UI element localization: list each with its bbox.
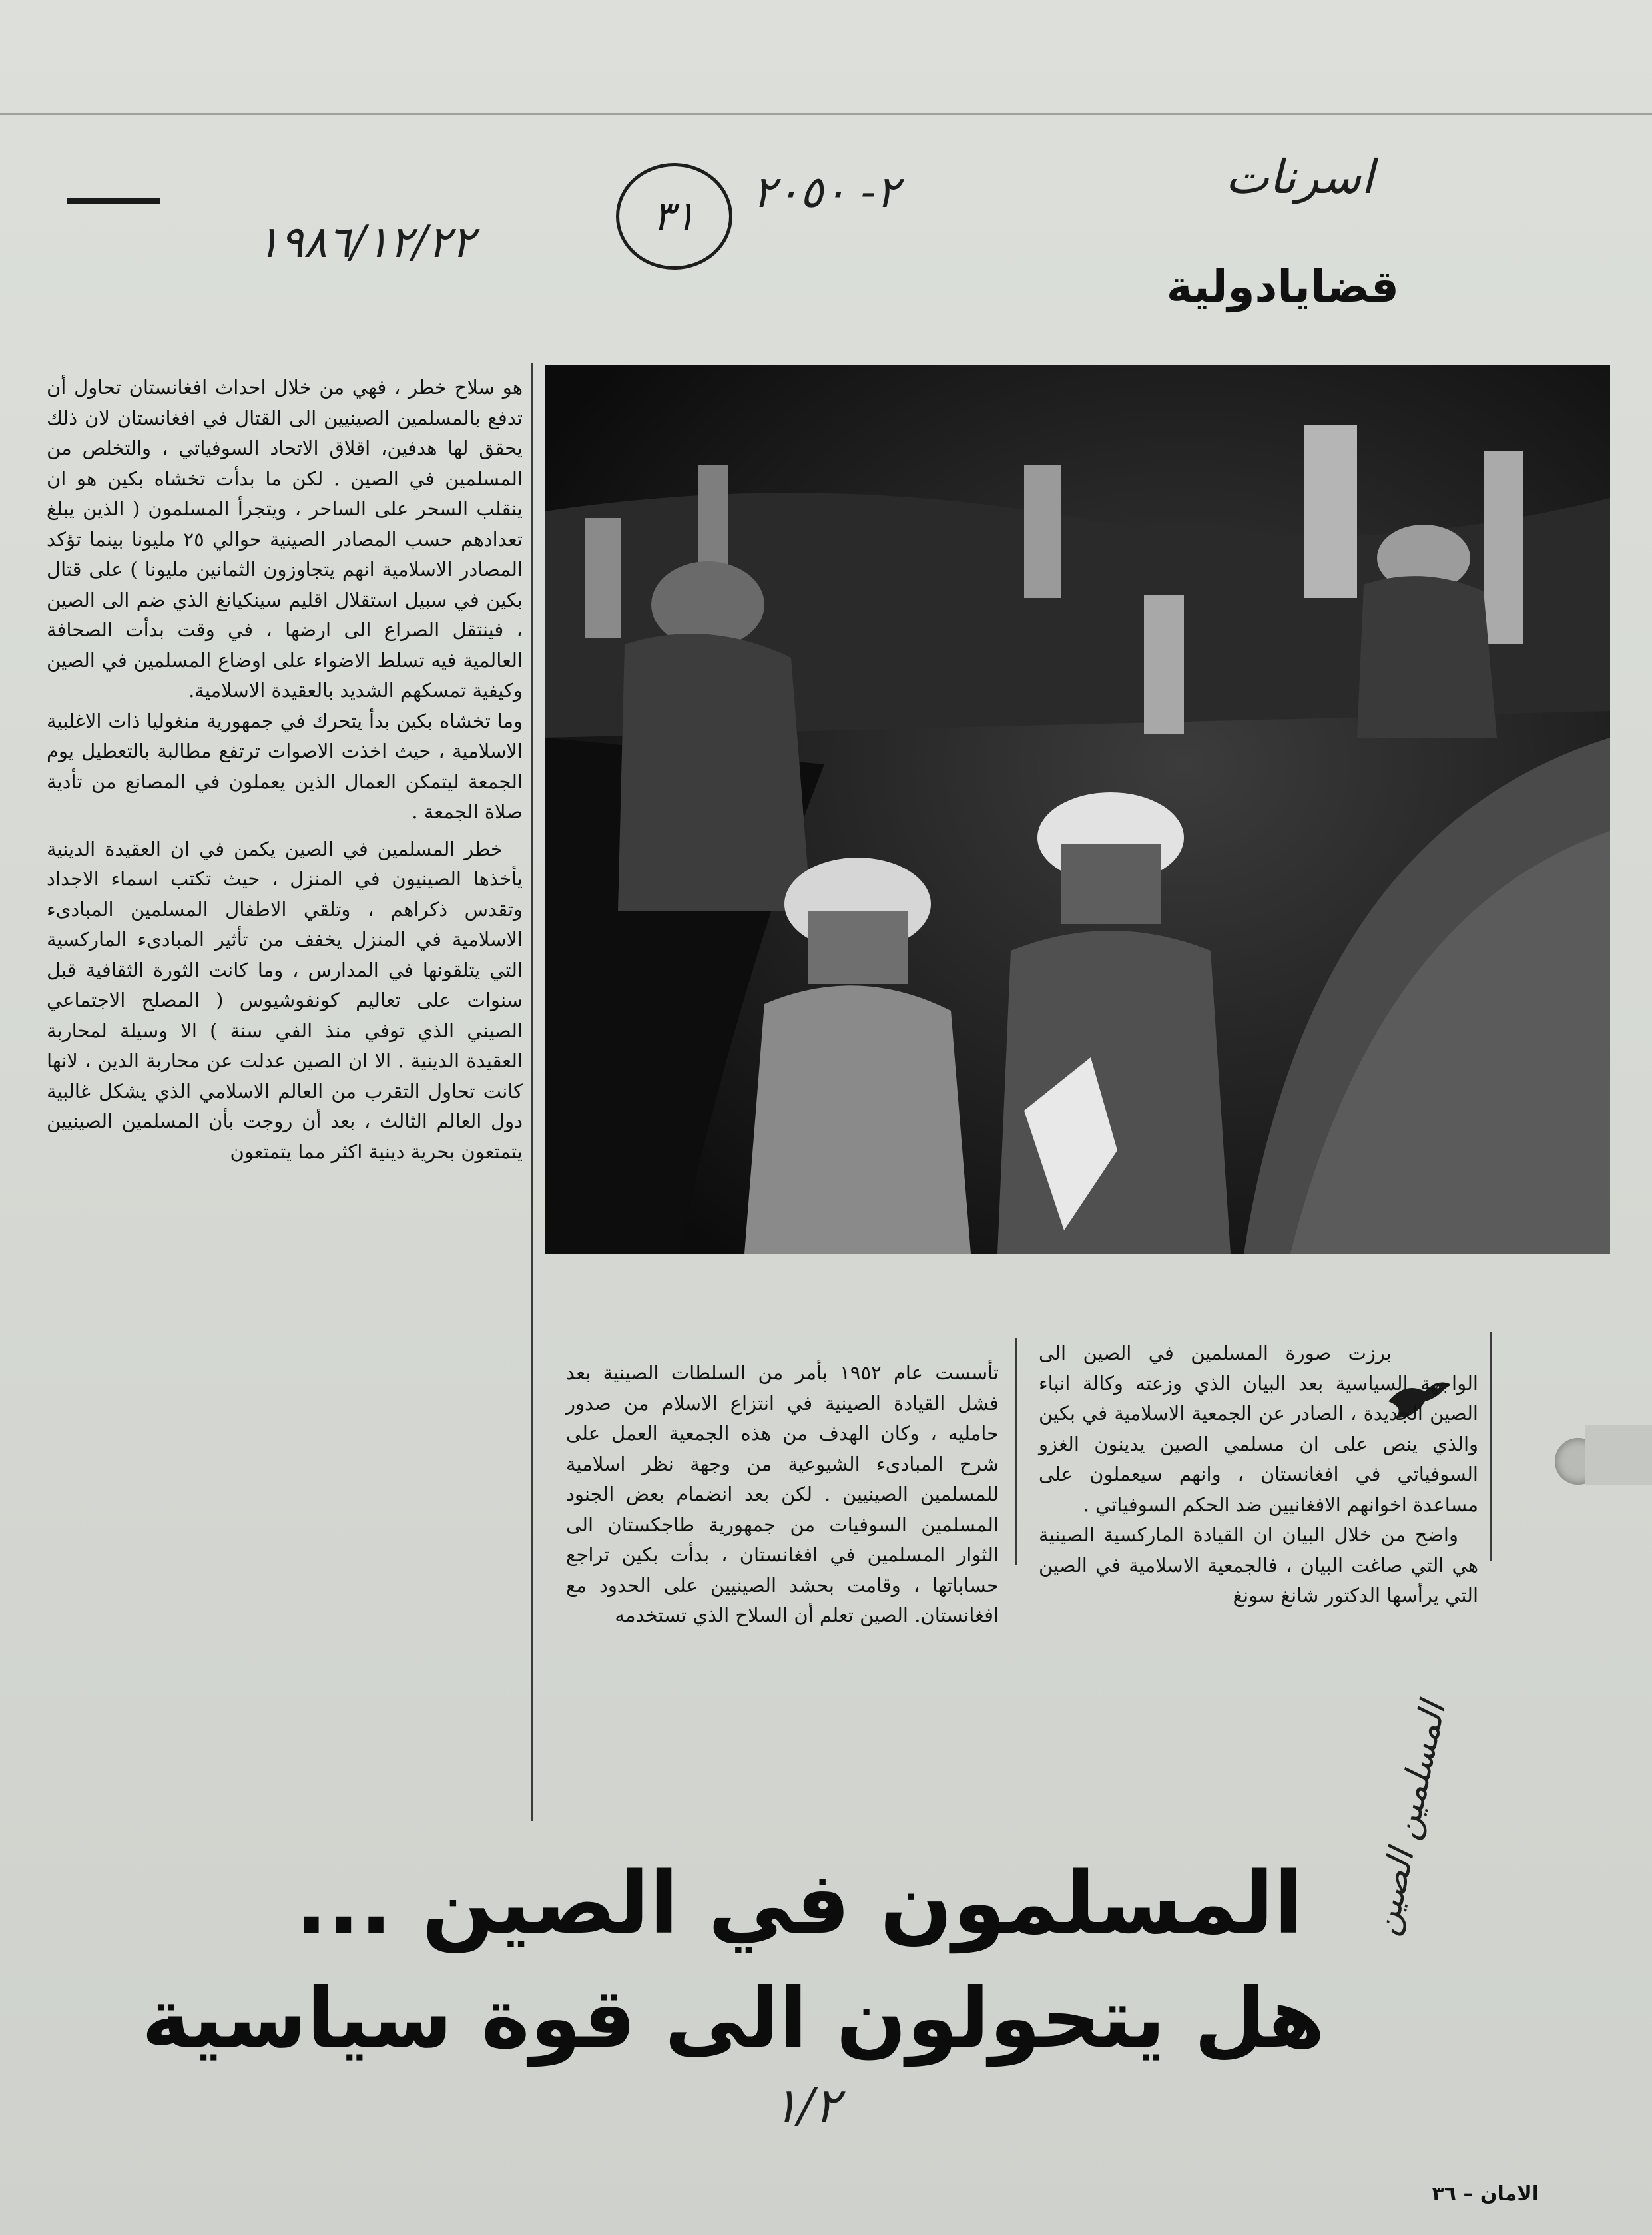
- column-rule-middle: [1015, 1338, 1017, 1565]
- handwritten-date: ١٩٨٦/١٢/٢٢: [256, 216, 475, 268]
- handwritten-note-top-right: اسرنات: [1225, 150, 1374, 204]
- margin-dash-mark: [67, 198, 160, 204]
- headline-line-1: المسلمون في الصين ...: [295, 1854, 1303, 1953]
- handwritten-word-top: ٢- ٢٠٥٠: [752, 166, 900, 218]
- top-margin-line: [0, 113, 1652, 115]
- news-photo-chinese-muslims: [545, 365, 1610, 1254]
- column-rule-right: [1490, 1332, 1492, 1561]
- article-column-right: [1039, 1338, 1478, 1611]
- handwritten-bottom-mark: ١/٢: [772, 2077, 840, 2133]
- article-paragraph: خطر المسلمين في الصين يكمن في ان العقيدة الدينية يأخذها الصينيون في المنزل ، حيث تكتب اسماء الاجداد وتقدس ذكراهم ، وتلقي الاطفال المسلمين المبادىء الاسلامية في المنزل يخفف من تأثير المبادىء الماركسية التي يتلقونها في المدارس ، وما كانت الثورة الثقافية قبل سنوات على تعاليم كونفوشيوس ( المصلح الاجتماعي الصيني الذي توفي منذ الفي سنة ) الا وسيلة لمحاربة العقيدة الدينية . الا ان الصين عدلت عن محاربة الدين ، لانها كانت تحاول التقرب من العالم الاسلامي الذي يشكل غالبية دول العالم الثالث ، بعد أن روجت بأن المسلمين الصينيين يتمتعون بحرية دينية اكثر مما يتمتعون: [47, 837, 523, 1163]
- handwritten-signature: المسلمين الصين: [1365, 1698, 1454, 1939]
- circled-page-number: ٣١: [616, 163, 732, 270]
- binder-tab: [1585, 1425, 1652, 1485]
- article-paragraph: برزت صورة المسلمين في الصين الى الواجهة السياسية بعد البيان الذي وزعته وكالة انباء الصين الجديدة ، الصادر عن الجمعية الاسلامية في بكين والذي ينص على ان مسلمي الصين يدينون الغزو السوفياتي في افغانستان ، وانهم سيعملون على مساعدة اخوانهم الافغانيين ضد الحكم السوفياتي .: [1039, 1342, 1478, 1516]
- headline-line-2: هل يتحولون الى قوة سياسية: [141, 1971, 1325, 2067]
- article-column-left: [47, 373, 523, 1167]
- section-label: قضايادولية: [1166, 261, 1399, 312]
- photo-illustration: [545, 365, 1610, 1254]
- column-rule-left: [531, 363, 533, 1821]
- article-paragraph: وما تخشاه بكين بدأ يتحرك في جمهورية منغوليا ذات الاغلبية الاسلامية ، حيث اخذت الاصوات ترتفع مطالبة بالتعطيل يوم الجمعة ليتمكن العمال الذين يعملون في المصانع من تأدية صلاة الجمعة .: [47, 709, 523, 823]
- article-column-middle: [566, 1358, 999, 1631]
- page-footer: الامان – ٣٦: [1432, 2182, 1539, 2206]
- article-paragraph: هو سلاح خطر ، فهي من خلال احداث افغانستان تحاول أن تدفع بالمسلمين الصينيين الى القتال في افغانستان لان ذلك يحقق لها هدفين، اقلاق الاتحاد السوفياتي ، والتخلص من المسلمين في الصين . لكن ما بدأت تخشاه بكين هو ان ينقلب السحر على الساحر ، ويتجرأ المسلمون ( الذين يبلغ تعدادهم حسب المصادر الصينية حوالي ٢٥ مليونا بينما تؤكد المصادر الاسلامية انهم يتجاوزون الثمانين مليونا ) على قتال بكين في سبيل استقلال اقليم سينكيانغ الذي ضم الى الصين ، فينتقل الصراع الى ارضها ، في وقت بدأت الصحافة العالمية فيه تسلط الاضواء على اوضاع المسلمين في الصين وكيفية تمسكهم الشديد بالعقيدة الاسلامية.: [47, 376, 523, 702]
- article-paragraph: واضح من خلال البيان ان القيادة الماركسية الصينية هي التي صاغت البيان ، فالجمعية الاسلامية في الصين التي يرأسها الدكتور شانغ سونغ: [1039, 1523, 1478, 1607]
- article-paragraph: تأسست عام ١٩٥٢ بأمر من السلطات الصينية بعد فشل القيادة الصينية في انتزاع الاسلام من صدور حامليه ، وكان الهدف من هذه الجمعية العمل على شرح المبادىء الشيوعية من وجهة نظر اسلامية للمسلمين الصينيين . لكن بعد انضمام بعض الجنود المسلمين السوفيات من جمهورية طاجكستان الى الثوار المسلمين في افغانستان ، بدأت بكين تراجع حساباتها ، وقامت بحشد الصينيين على الحدود مع افغانستان. الصين تعلم أن السلاح الذي تستخدمه: [566, 1362, 999, 1626]
